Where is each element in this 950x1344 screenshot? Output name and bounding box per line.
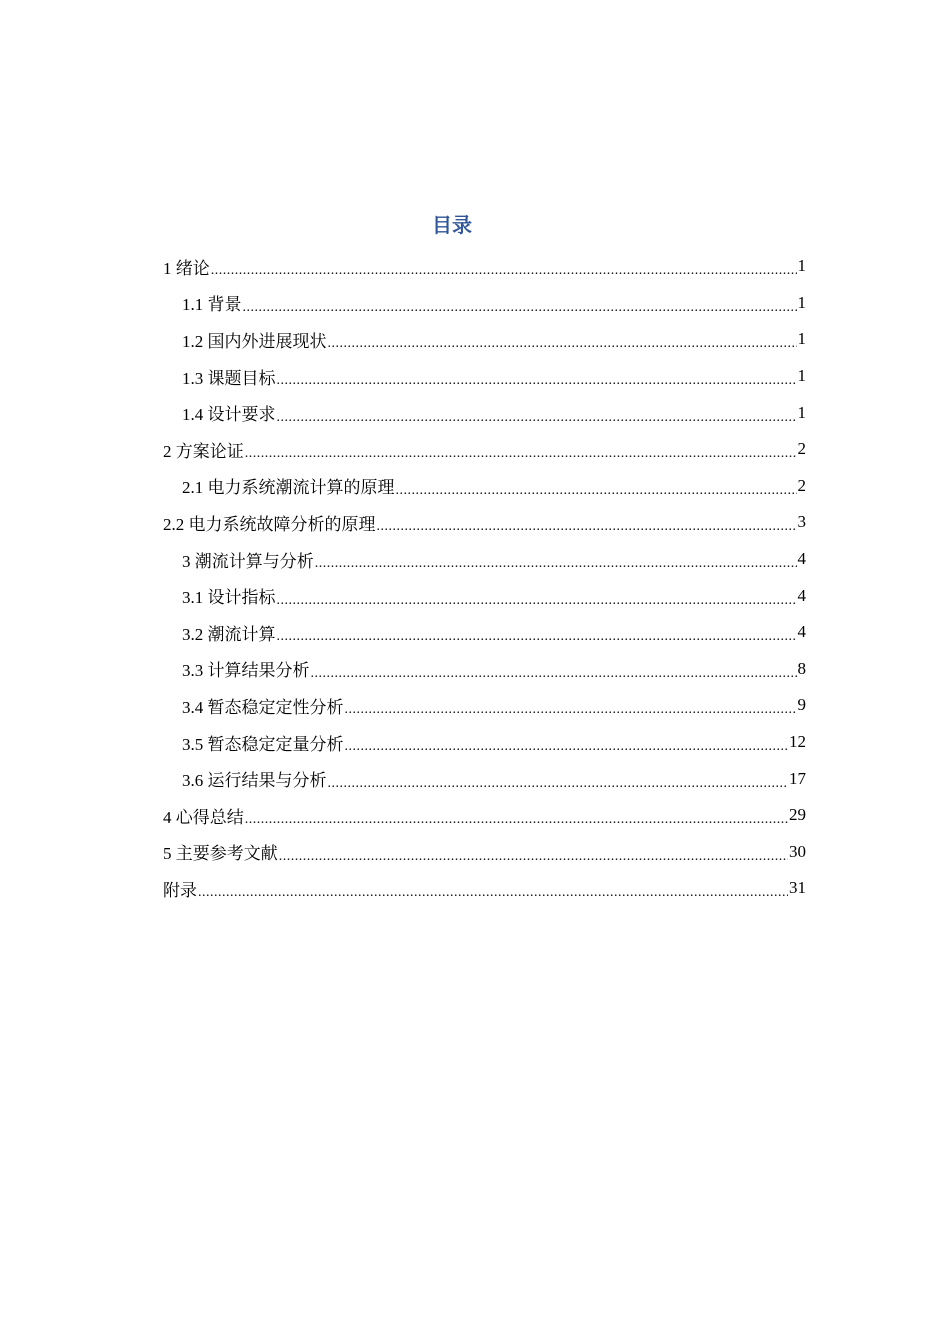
toc-dot-leader	[245, 808, 788, 828]
toc-entry[interactable]	[163, 431, 806, 468]
toc-dot-leader	[311, 662, 797, 682]
toc-entry-label: 1.2 国内外进展现状	[182, 331, 327, 351]
toc-dot-leader	[328, 772, 789, 792]
toc-entry[interactable]	[163, 614, 806, 651]
toc-entry[interactable]	[163, 651, 806, 688]
toc-page-number: 29	[789, 805, 806, 825]
toc-entry[interactable]	[163, 321, 806, 358]
toc-page-number: 1	[797, 366, 806, 386]
toc-entry-label: 1.1 背景	[182, 295, 242, 315]
toc-dot-leader	[277, 625, 797, 645]
toc-entry-label: 2.2 电力系统故障分析的原理	[163, 514, 376, 534]
toc-entry[interactable]	[163, 834, 806, 871]
toc-dot-leader	[198, 881, 788, 901]
toc-dot-leader	[396, 479, 797, 499]
toc-entry-label: 3.5 暂态稳定定量分析	[182, 734, 344, 754]
toc-page-number: 9	[797, 695, 806, 715]
toc-dot-leader	[345, 698, 797, 718]
toc-page-number: 17	[789, 768, 806, 788]
toc-dot-leader	[377, 515, 797, 535]
toc-page-number: 4	[797, 622, 806, 642]
toc-page-number: 1	[797, 292, 806, 312]
toc-entry[interactable]	[163, 285, 806, 322]
toc-page-number: 1	[797, 256, 806, 276]
toc-entry-label: 3 潮流计算与分析	[182, 551, 314, 571]
toc-entry[interactable]	[163, 687, 806, 724]
toc-page-number: 4	[797, 549, 806, 569]
toc-entry-label: 3.4 暂态稳定定性分析	[182, 697, 344, 717]
toc-dot-leader	[345, 735, 789, 755]
toc-entry-label: 2.1 电力系统潮流计算的原理	[182, 478, 395, 498]
toc-dot-leader	[277, 589, 797, 609]
toc-page-number: 2	[797, 439, 806, 459]
toc-page-number: 1	[797, 402, 806, 422]
toc-entry-label: 3.3 计算结果分析	[182, 661, 310, 681]
toc-dot-leader	[277, 369, 797, 389]
toc-title: 目录	[432, 213, 472, 237]
toc-page-number: 30	[789, 841, 806, 861]
toc-page-number: 8	[797, 658, 806, 678]
toc-entry[interactable]	[163, 724, 806, 761]
toc-dot-leader	[211, 259, 797, 279]
toc-entry[interactable]	[163, 760, 806, 797]
toc-entry-label: 3.1 设计指标	[182, 588, 276, 608]
toc-dot-leader	[328, 332, 797, 352]
toc-entry[interactable]	[163, 504, 806, 541]
toc-entry[interactable]	[163, 541, 806, 578]
toc-entry[interactable]	[163, 577, 806, 614]
toc-dot-leader	[243, 296, 797, 316]
table-of-contents	[163, 248, 806, 907]
toc-entry[interactable]	[163, 358, 806, 395]
toc-entry[interactable]	[163, 468, 806, 505]
toc-entry[interactable]	[163, 870, 806, 907]
toc-entry-label: 1 绪论	[163, 258, 210, 278]
toc-page-number: 31	[789, 878, 806, 898]
toc-entry[interactable]	[163, 394, 806, 431]
toc-dot-leader	[279, 845, 788, 865]
toc-page-number: 2	[797, 475, 806, 495]
toc-entry-label: 3.6 运行结果与分析	[182, 771, 327, 791]
toc-dot-leader	[245, 442, 797, 462]
toc-entry-label: 5 主要参考文献	[163, 844, 278, 864]
toc-entry-label: 1.3 课题目标	[182, 368, 276, 388]
toc-dot-leader	[277, 406, 797, 426]
toc-page-number: 4	[797, 585, 806, 605]
toc-page-number: 12	[789, 732, 806, 752]
toc-entry[interactable]	[163, 248, 806, 285]
toc-page-number: 1	[797, 329, 806, 349]
toc-entry-label: 3.2 潮流计算	[182, 624, 276, 644]
toc-entry-label: 2 方案论证	[163, 441, 244, 461]
toc-dot-leader	[315, 552, 797, 572]
toc-page-number: 3	[797, 512, 806, 532]
toc-entry-label: 4 心得总结	[163, 807, 244, 827]
toc-entry[interactable]	[163, 797, 806, 834]
toc-entry-label: 附录	[163, 880, 197, 900]
toc-entry-label: 1.4 设计要求	[182, 405, 276, 425]
